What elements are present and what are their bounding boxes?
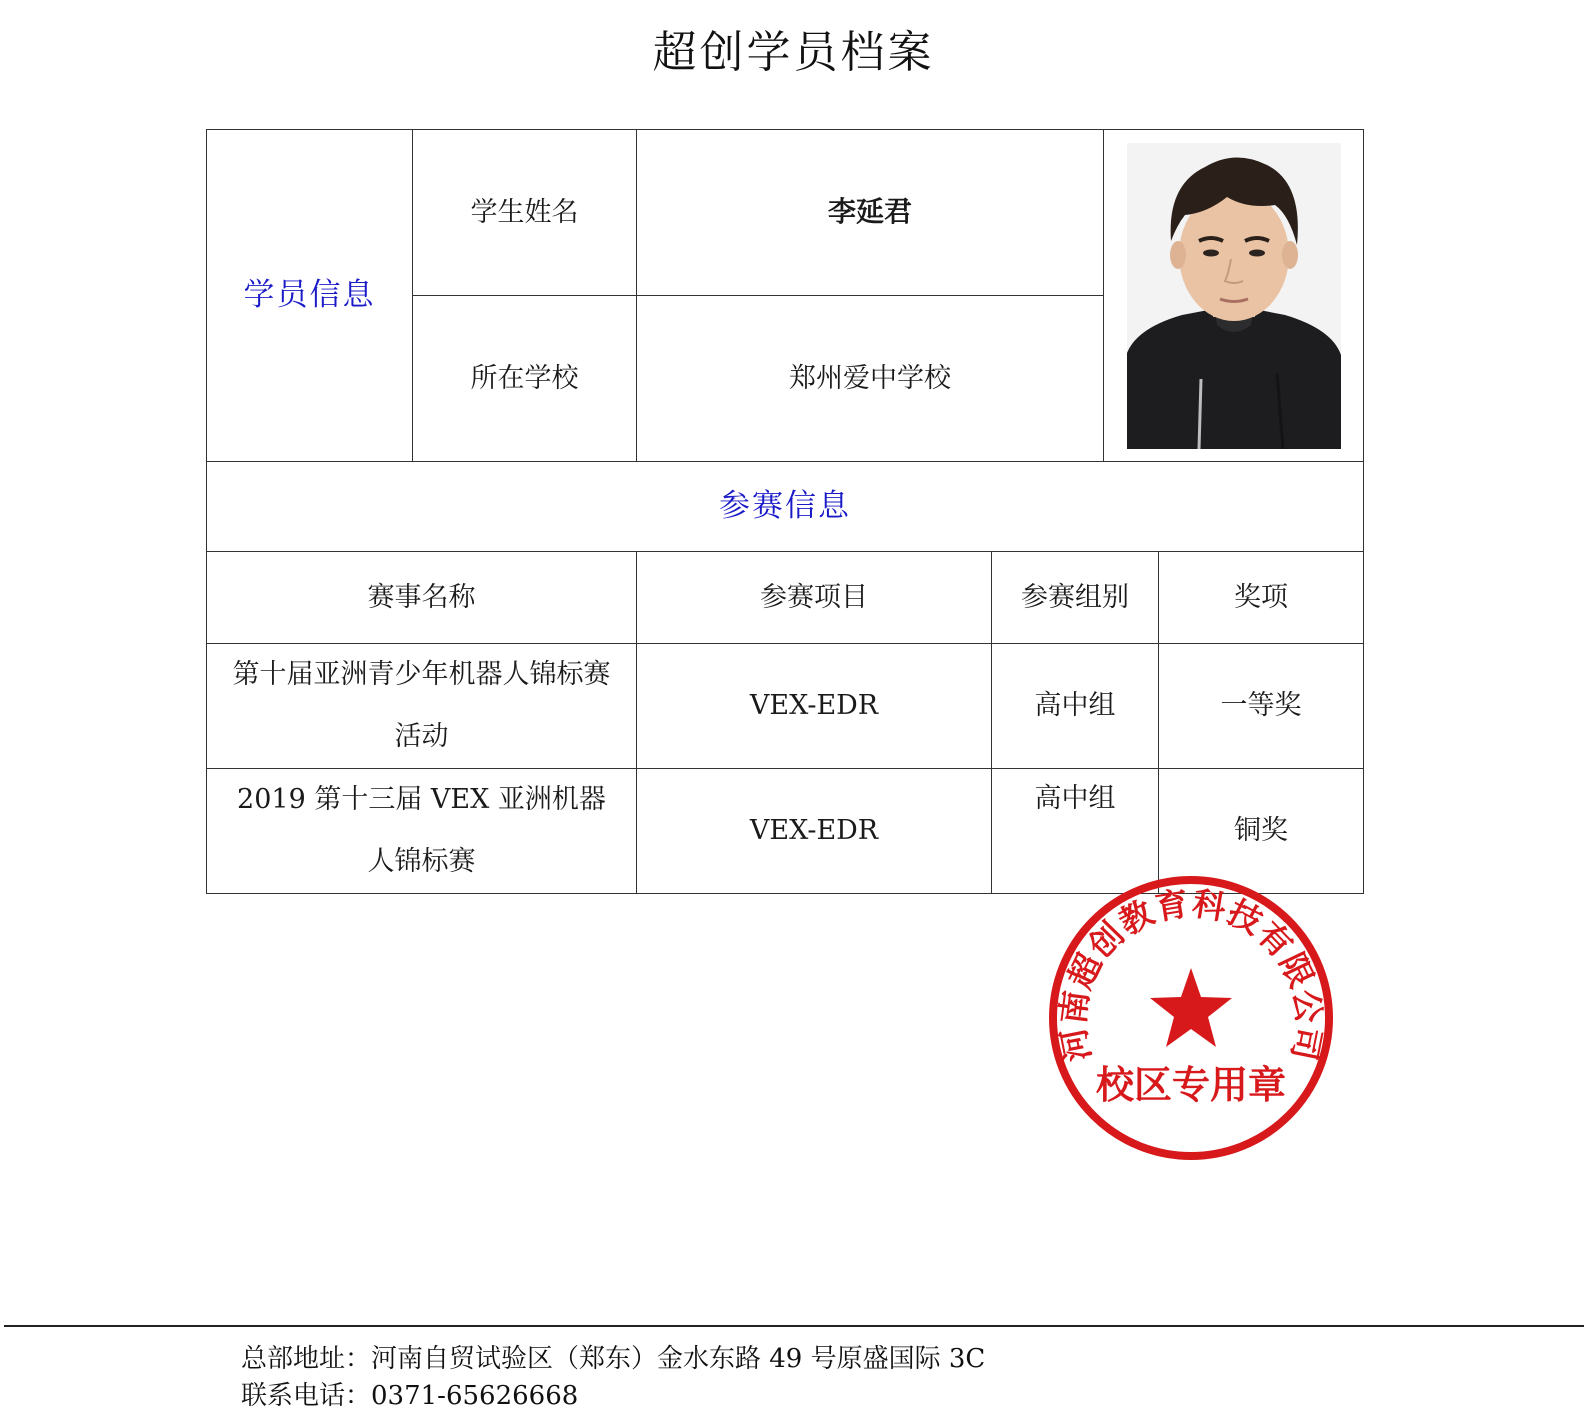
competition-header-row xyxy=(207,552,1364,644)
school-value: 郑州爱中学校 xyxy=(637,296,1104,462)
company-seal xyxy=(1045,872,1337,1164)
header-group: 参赛组别 xyxy=(992,552,1159,644)
footer-phone: 联系电话：0371-65626668 xyxy=(241,1381,579,1411)
student-record-table xyxy=(206,129,1364,894)
table-row xyxy=(207,644,1364,769)
header-award: 奖项 xyxy=(1159,552,1364,644)
project-cell: VEX-EDR xyxy=(637,644,992,769)
competition-section-label: 参赛信息 xyxy=(207,462,1364,552)
award-cell: 铜奖 xyxy=(1159,769,1364,894)
footer xyxy=(241,1341,985,1415)
school-label: 所在学校 xyxy=(413,296,637,462)
award-cell: 一等奖 xyxy=(1159,644,1364,769)
photo-cell xyxy=(1104,130,1364,462)
seal-arc-text: 河南超创教育科技有限公司 xyxy=(1052,883,1330,1065)
group-cell: 高中组 xyxy=(992,769,1159,894)
footer-divider xyxy=(4,1325,1584,1327)
name-value: 李延君 xyxy=(637,130,1104,296)
seal-center-text: 校区专用章 xyxy=(1095,1063,1287,1107)
project-cell: VEX-EDR xyxy=(637,769,992,894)
event-name-cell: 2019 第十三届 VEX 亚洲机器人锦标赛 xyxy=(207,769,637,894)
document-title: 超创学员档案 xyxy=(652,27,935,78)
star-icon xyxy=(1150,968,1232,1047)
student-info-section-label: 学员信息 xyxy=(207,130,413,462)
student-photo xyxy=(1127,143,1341,449)
header-event: 赛事名称 xyxy=(207,552,637,644)
event-name-cell: 第十届亚洲青少年机器人锦标赛活动 xyxy=(207,644,637,769)
name-label: 学生姓名 xyxy=(413,130,637,296)
footer-address: 总部地址：河南自贸试验区（郑东）金水东路 49 号原盛国际 3C xyxy=(241,1344,986,1374)
header-project: 参赛项目 xyxy=(637,552,992,644)
group-cell: 高中组 xyxy=(992,644,1159,769)
